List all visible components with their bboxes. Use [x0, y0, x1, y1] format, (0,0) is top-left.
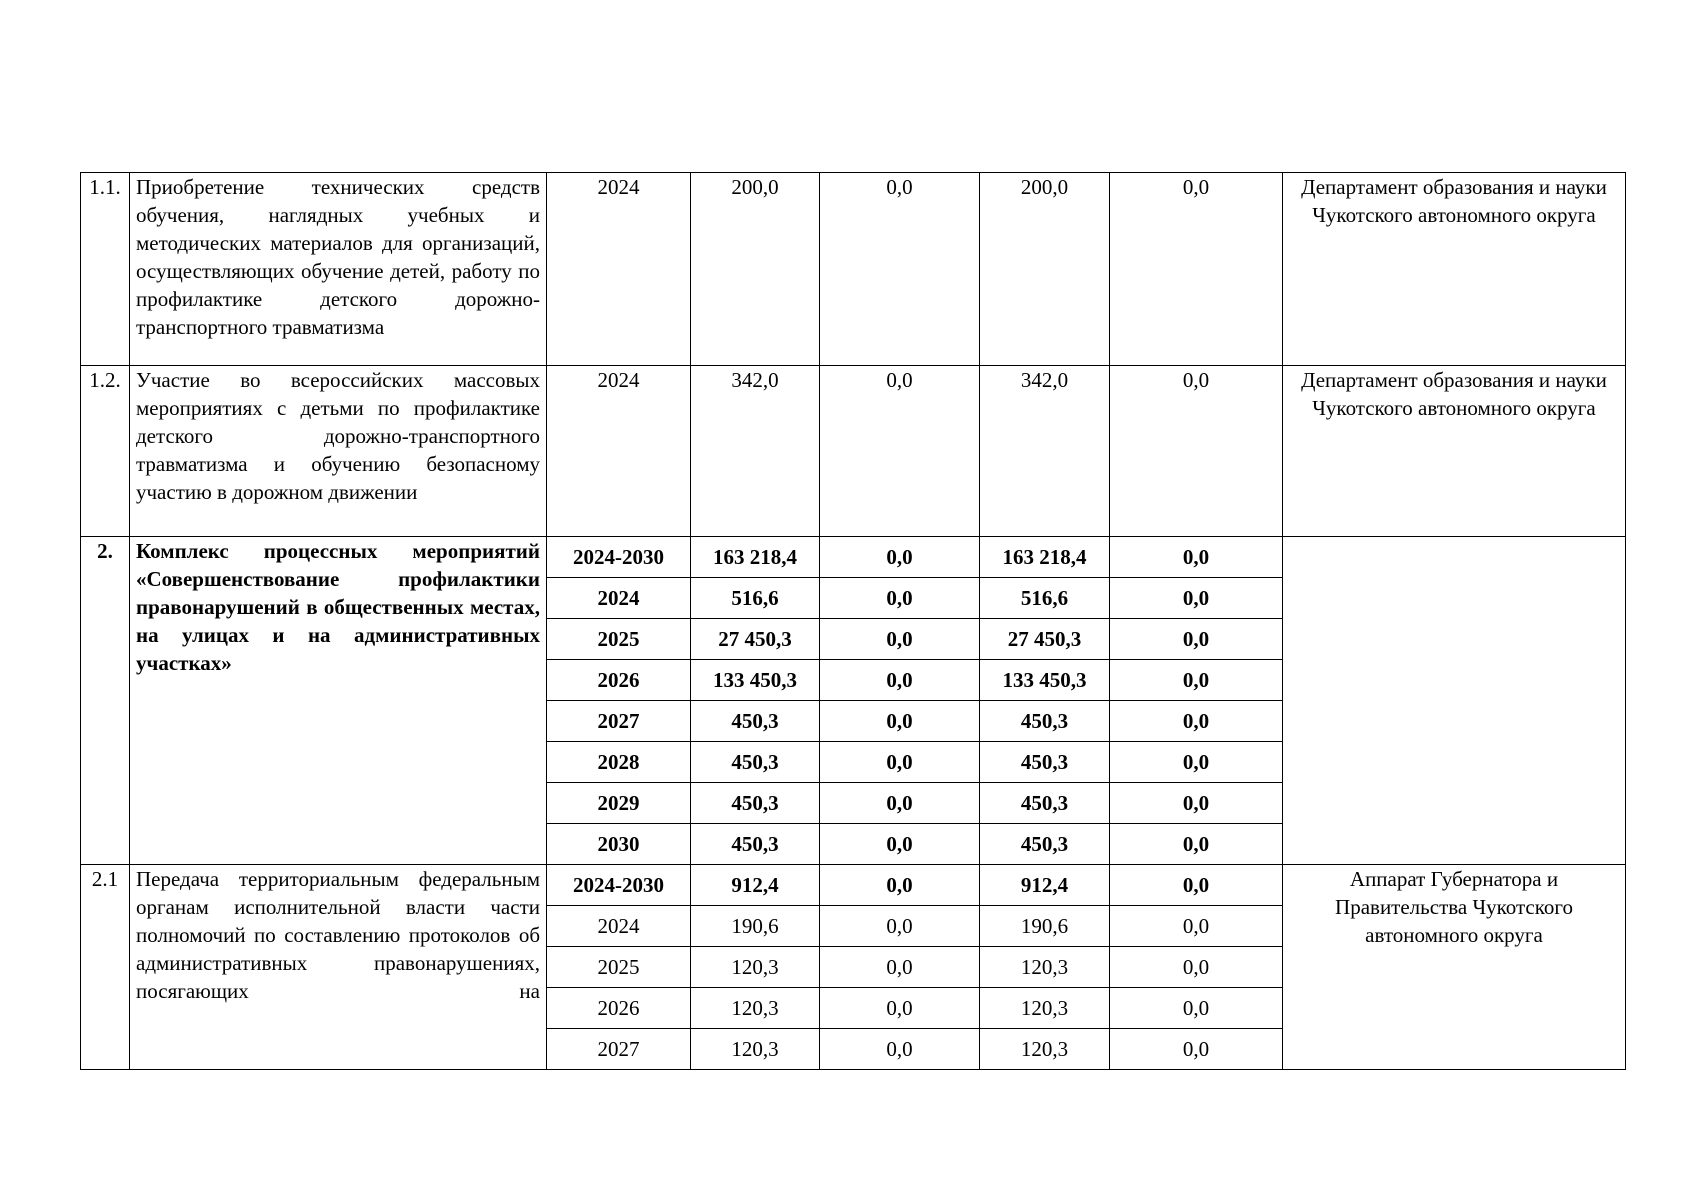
- row-number: 1.1.: [81, 173, 130, 366]
- year-period: 2029: [547, 783, 691, 824]
- year-regional: 912,4: [980, 865, 1110, 906]
- year-period: 2025: [547, 619, 691, 660]
- year-federal: 0,0: [820, 783, 980, 824]
- year-regional: 120,3: [980, 1029, 1110, 1070]
- year-federal: 0,0: [820, 742, 980, 783]
- year-regional: 120,3: [980, 988, 1110, 1029]
- row-period: 2024: [547, 366, 691, 537]
- year-other: 0,0: [1110, 660, 1283, 701]
- row-regional: 200,0: [980, 173, 1110, 366]
- year-regional: 120,3: [980, 947, 1110, 988]
- year-period: 2028: [547, 742, 691, 783]
- complex-number: 2.: [81, 537, 130, 865]
- year-federal: 0,0: [820, 947, 980, 988]
- year-other: 0,0: [1110, 906, 1283, 947]
- year-total: 163 218,4: [691, 537, 820, 578]
- year-other: 0,0: [1110, 701, 1283, 742]
- row-other: 0,0: [1110, 173, 1283, 366]
- year-regional: 163 218,4: [980, 537, 1110, 578]
- year-other: 0,0: [1110, 947, 1283, 988]
- year-regional: 450,3: [980, 701, 1110, 742]
- year-other: 0,0: [1110, 1029, 1283, 1070]
- row-period: 2024: [547, 173, 691, 366]
- year-total: 190,6: [691, 906, 820, 947]
- year-federal: 0,0: [820, 906, 980, 947]
- row-total: 200,0: [691, 173, 820, 366]
- table-row: [81, 173, 1626, 366]
- year-total: 120,3: [691, 1029, 820, 1070]
- year-period: 2024: [547, 906, 691, 947]
- year-period: 2027: [547, 701, 691, 742]
- year-federal: 0,0: [820, 988, 980, 1029]
- row-name: Участие во всероссийских массовых мероприятиях с детьми по профилактике детского дорожно-транспортного травматизма и обучению безопасному участию в дорожном движении: [130, 366, 547, 537]
- table-row: [81, 537, 1626, 578]
- budget-table: [80, 172, 1626, 1070]
- year-other: 0,0: [1110, 783, 1283, 824]
- year-federal: 0,0: [820, 578, 980, 619]
- year-total: 450,3: [691, 783, 820, 824]
- row-executor: Департамент образования и науки Чукотского автономного округа: [1283, 173, 1626, 366]
- year-other: 0,0: [1110, 537, 1283, 578]
- year-other: 0,0: [1110, 988, 1283, 1029]
- year-federal: 0,0: [820, 660, 980, 701]
- year-total: 120,3: [691, 947, 820, 988]
- sub-executor: Аппарат Губернатора и Правительства Чукотского автономного округа: [1283, 865, 1626, 1070]
- year-total: 516,6: [691, 578, 820, 619]
- complex-executor: [1283, 537, 1626, 865]
- year-total: 912,4: [691, 865, 820, 906]
- year-total: 27 450,3: [691, 619, 820, 660]
- year-other: 0,0: [1110, 742, 1283, 783]
- row-federal: 0,0: [820, 173, 980, 366]
- year-regional: 450,3: [980, 742, 1110, 783]
- year-other: 0,0: [1110, 865, 1283, 906]
- table-row: [81, 865, 1626, 906]
- row-federal: 0,0: [820, 366, 980, 537]
- year-federal: 0,0: [820, 865, 980, 906]
- year-other: 0,0: [1110, 578, 1283, 619]
- year-period: 2024-2030: [547, 537, 691, 578]
- row-number: 1.2.: [81, 366, 130, 537]
- year-total: 133 450,3: [691, 660, 820, 701]
- year-regional: 450,3: [980, 783, 1110, 824]
- row-other: 0,0: [1110, 366, 1283, 537]
- row-name: Приобретение технических средств обучения, наглядных учебных и методических материалов для организаций, осуществляющих обучение детей, работу по профилактике детского дорожно-транспортного травматизма: [130, 173, 547, 366]
- year-total: 120,3: [691, 988, 820, 1029]
- year-regional: 450,3: [980, 824, 1110, 865]
- year-total: 450,3: [691, 824, 820, 865]
- year-regional: 133 450,3: [980, 660, 1110, 701]
- year-regional: 190,6: [980, 906, 1110, 947]
- row-total: 342,0: [691, 366, 820, 537]
- sub-name: Передача территориальным федеральным органам исполнительной власти части полномочий по составлению протоколов об административных правонарушениях, посягающих на: [130, 865, 547, 1070]
- year-federal: 0,0: [820, 701, 980, 742]
- year-federal: 0,0: [820, 1029, 980, 1070]
- year-federal: 0,0: [820, 619, 980, 660]
- row-regional: 342,0: [980, 366, 1110, 537]
- year-federal: 0,0: [820, 537, 980, 578]
- year-other: 0,0: [1110, 619, 1283, 660]
- year-period: 2024: [547, 578, 691, 619]
- table-row: [81, 366, 1626, 537]
- sub-number: 2.1: [81, 865, 130, 1070]
- complex-name: Комплекс процессных мероприятий «Совершенствование профилактики правонарушений в общественных местах, на улицах и на административных участках»: [130, 537, 547, 865]
- year-period: 2026: [547, 988, 691, 1029]
- year-total: 450,3: [691, 701, 820, 742]
- year-period: 2030: [547, 824, 691, 865]
- year-total: 450,3: [691, 742, 820, 783]
- row-executor: Департамент образования и науки Чукотского автономного округа: [1283, 366, 1626, 537]
- year-regional: 516,6: [980, 578, 1110, 619]
- year-regional: 27 450,3: [980, 619, 1110, 660]
- year-other: 0,0: [1110, 824, 1283, 865]
- year-federal: 0,0: [820, 824, 980, 865]
- year-period: 2025: [547, 947, 691, 988]
- year-period: 2027: [547, 1029, 691, 1070]
- year-period: 2024-2030: [547, 865, 691, 906]
- year-period: 2026: [547, 660, 691, 701]
